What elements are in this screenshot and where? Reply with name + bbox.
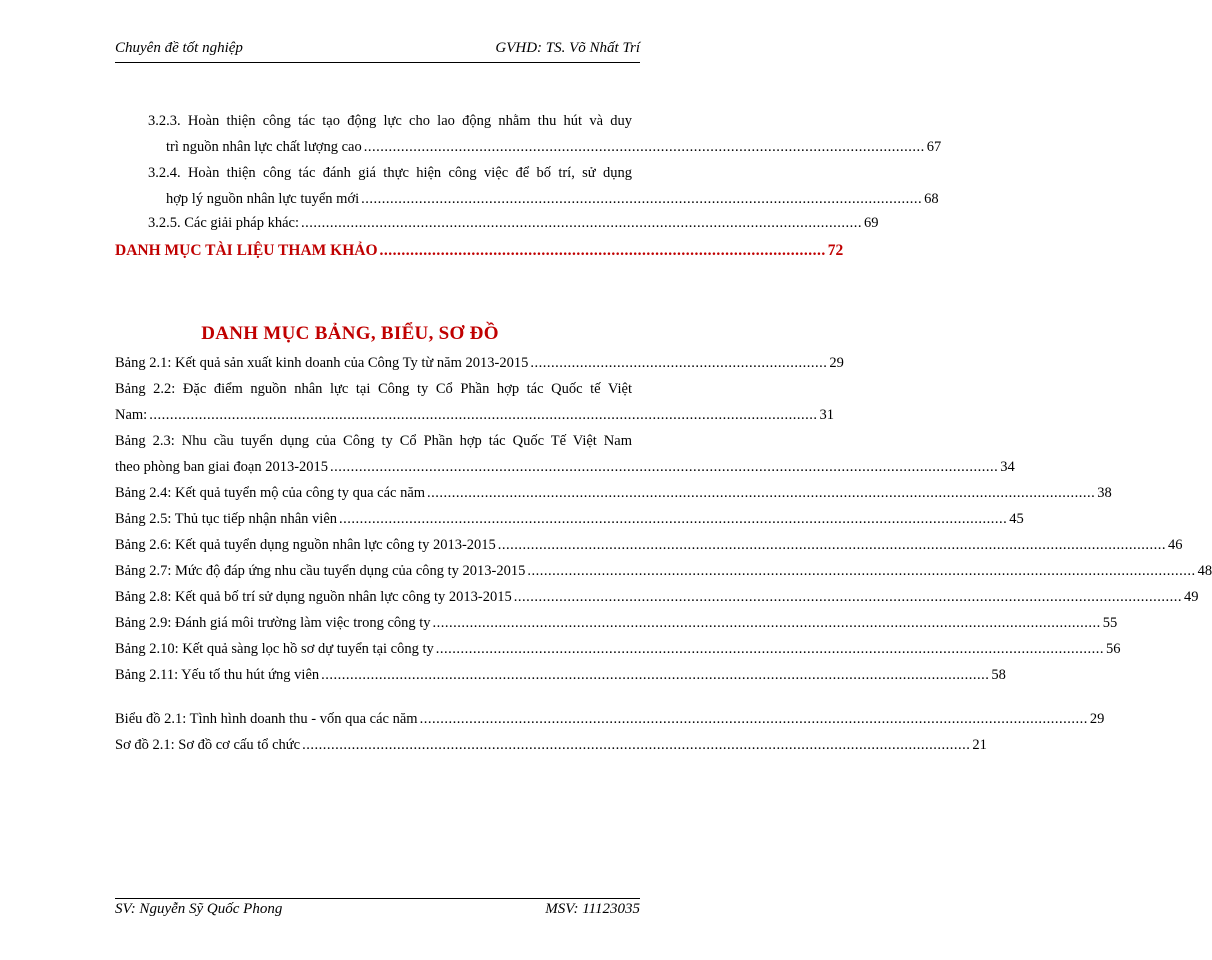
dot-leader: ...................................................................................................... <box>379 242 826 259</box>
table-entry-2-5[interactable] <box>115 508 1024 530</box>
page-number: 48 <box>1197 563 1212 579</box>
page-footer <box>115 898 640 921</box>
toc-entry-label: Bảng 2.8: Kết quả bố trí sử dụng nguồn nhân lực công ty 2013-2015 <box>115 589 512 605</box>
toc-entry-label: Bảng 2.11: Yếu tố thu hút ứng viên <box>115 667 320 683</box>
toc-entry-label: hợp lý nguồn nhân lực tuyển mới <box>166 191 360 207</box>
dot-leader: .................................................................................................................................................................. <box>302 737 971 753</box>
toc-entry-label: theo phòng ban giai đoạn 2013-2015 <box>115 459 329 475</box>
page-number: 68 <box>924 191 939 207</box>
toc-entry-label: Bảng 2.4: Kết quả tuyển mộ của công ty qua các năm <box>115 485 426 501</box>
toc-entry-label: trì nguồn nhân lực chất lượng cao <box>166 139 362 155</box>
dot-leader: .................................................................................................................................................................. <box>527 563 1196 579</box>
toc-entry-3-2-4[interactable] <box>166 188 939 210</box>
dot-leader: ........................................................................................................................................ <box>361 191 923 207</box>
page-number: 49 <box>1183 589 1199 605</box>
toc-entry-label: Bảng 2.9: Đánh giá môi trường làm việc trong công ty <box>115 615 431 631</box>
dot-leader: .................................................................................................................................................................. <box>330 459 999 475</box>
toc-entry-label: Biểu đồ 2.1: Tình hình doanh thu - vốn qua các năm <box>115 711 418 727</box>
table-entry-2-8[interactable] <box>115 586 1199 608</box>
table-entry-2-11[interactable] <box>115 664 1006 686</box>
page-number: 72 <box>827 242 844 259</box>
toc-entry-label: DANH MỤC TÀI LIỆU THAM KHẢO <box>115 242 378 259</box>
dot-leader: .................................................................................................................................................................. <box>339 511 1008 527</box>
table-entry-2-3[interactable] <box>115 456 1015 478</box>
toc-entry-label: Bảng 2.6: Kết quả tuyển dụng nguồn nhân lực công ty 2013-2015 <box>115 537 496 553</box>
dot-leader: .................................................................................................................................................................. <box>513 589 1182 605</box>
page-number: 56 <box>1106 641 1121 657</box>
section-title: DANH MỤC BẢNG, BIỂU, SƠ ĐỒ <box>201 323 499 344</box>
toc-entry-3-2-5[interactable] <box>148 212 879 234</box>
dot-leader: ........................................................................................................................................ <box>363 139 925 155</box>
table-entry-2-1[interactable] <box>115 352 844 374</box>
page-number: 29 <box>1089 711 1105 727</box>
table-entry-2-2[interactable] <box>115 404 834 426</box>
dot-leader: .................................................................................................................................................................. <box>432 615 1101 631</box>
dot-leader: .................................................................................................................................................................. <box>435 641 1105 657</box>
toc-entry-label: Sơ đồ 2.1: Sơ đồ cơ cấu tổ chức <box>115 737 301 753</box>
page-number: 67 <box>926 139 942 155</box>
table-entry-2-6[interactable] <box>115 534 1183 556</box>
table-entry-2-3-line1[interactable]: Bảng 2.3: Nhu cầu tuyển dụng của Công ty Cổ Phần hợp tác Quốc Tế Việt Nam <box>115 433 632 449</box>
table-entry-2-7[interactable] <box>115 560 1212 582</box>
dot-leader: .................................................................................................................................................................. <box>149 407 818 423</box>
page-number: 21 <box>972 737 987 753</box>
toc-entry-label: Bảng 2.5: Thủ tục tiếp nhận nhân viên <box>115 511 338 527</box>
page-number: 46 <box>1168 537 1183 553</box>
page-number: 45 <box>1009 511 1024 527</box>
page-number: 29 <box>829 355 844 371</box>
dot-leader: ........................................................................ <box>530 355 828 371</box>
page-number: 34 <box>1000 459 1015 475</box>
header-advisor: GVHD: TS. Võ Nhất Trí <box>495 40 640 56</box>
dot-leader: .................................................................................................................................................................. <box>419 711 1088 727</box>
page-number: 31 <box>819 407 834 423</box>
dot-leader: .................................................................................................................................................................. <box>497 537 1167 553</box>
table-entry-2-4[interactable] <box>115 482 1112 504</box>
toc-entry-references[interactable] <box>115 240 844 262</box>
header-title: Chuyên đề tốt nghiệp <box>115 40 243 56</box>
dot-leader: .................................................................................................................................................................. <box>321 667 990 683</box>
table-entry-2-10[interactable] <box>115 638 1121 660</box>
toc-entry-label: Bảng 2.10: Kết quả sàng lọc hồ sơ dự tuyển tại công ty <box>115 641 434 657</box>
toc-entry-label: 3.2.5. Các giải pháp khác: <box>148 215 299 231</box>
toc-entry-label: Bảng 2.1: Kết quả sản xuất kinh doanh của Công Ty từ năm 2013-2015 <box>115 355 529 371</box>
page-header <box>115 38 640 63</box>
page-number: 58 <box>991 667 1006 683</box>
footer-student-id: MSV: 11123035 <box>545 901 640 917</box>
dot-leader: ........................................................................................................................................ <box>301 215 862 231</box>
toc-entry-3-2-4-line1[interactable]: 3.2.4. Hoàn thiện công tác đánh giá thực hiện công việc để bố trí, sử dụng <box>148 165 632 181</box>
table-entry-2-2-line1[interactable]: Bảng 2.2: Đặc điểm nguồn nhân lực tại Công ty Cổ Phần hợp tác Quốc tế Việt <box>115 381 632 397</box>
dot-leader: .................................................................................................................................................................. <box>427 485 1096 501</box>
table-entry-2-9[interactable] <box>115 612 1118 634</box>
footer-student: SV: Nguyễn Sỹ Quốc Phong <box>115 901 283 917</box>
toc-entry-label: Nam: <box>115 407 148 423</box>
toc-entry-3-2-3-line1[interactable]: 3.2.3. Hoàn thiện công tác tạo động lực cho lao động nhằm thu hút và duy <box>148 113 632 129</box>
diagram-entry-2-1[interactable] <box>115 734 987 756</box>
chart-entry-2-1[interactable] <box>115 708 1105 730</box>
page-number: 69 <box>864 215 879 231</box>
page-number: 55 <box>1102 615 1118 631</box>
toc-entry-label: Bảng 2.7: Mức độ đáp ứng nhu cầu tuyển dụng của công ty 2013-2015 <box>115 563 526 579</box>
toc-entry-3-2-3[interactable] <box>166 136 942 158</box>
page-number: 38 <box>1097 485 1112 501</box>
